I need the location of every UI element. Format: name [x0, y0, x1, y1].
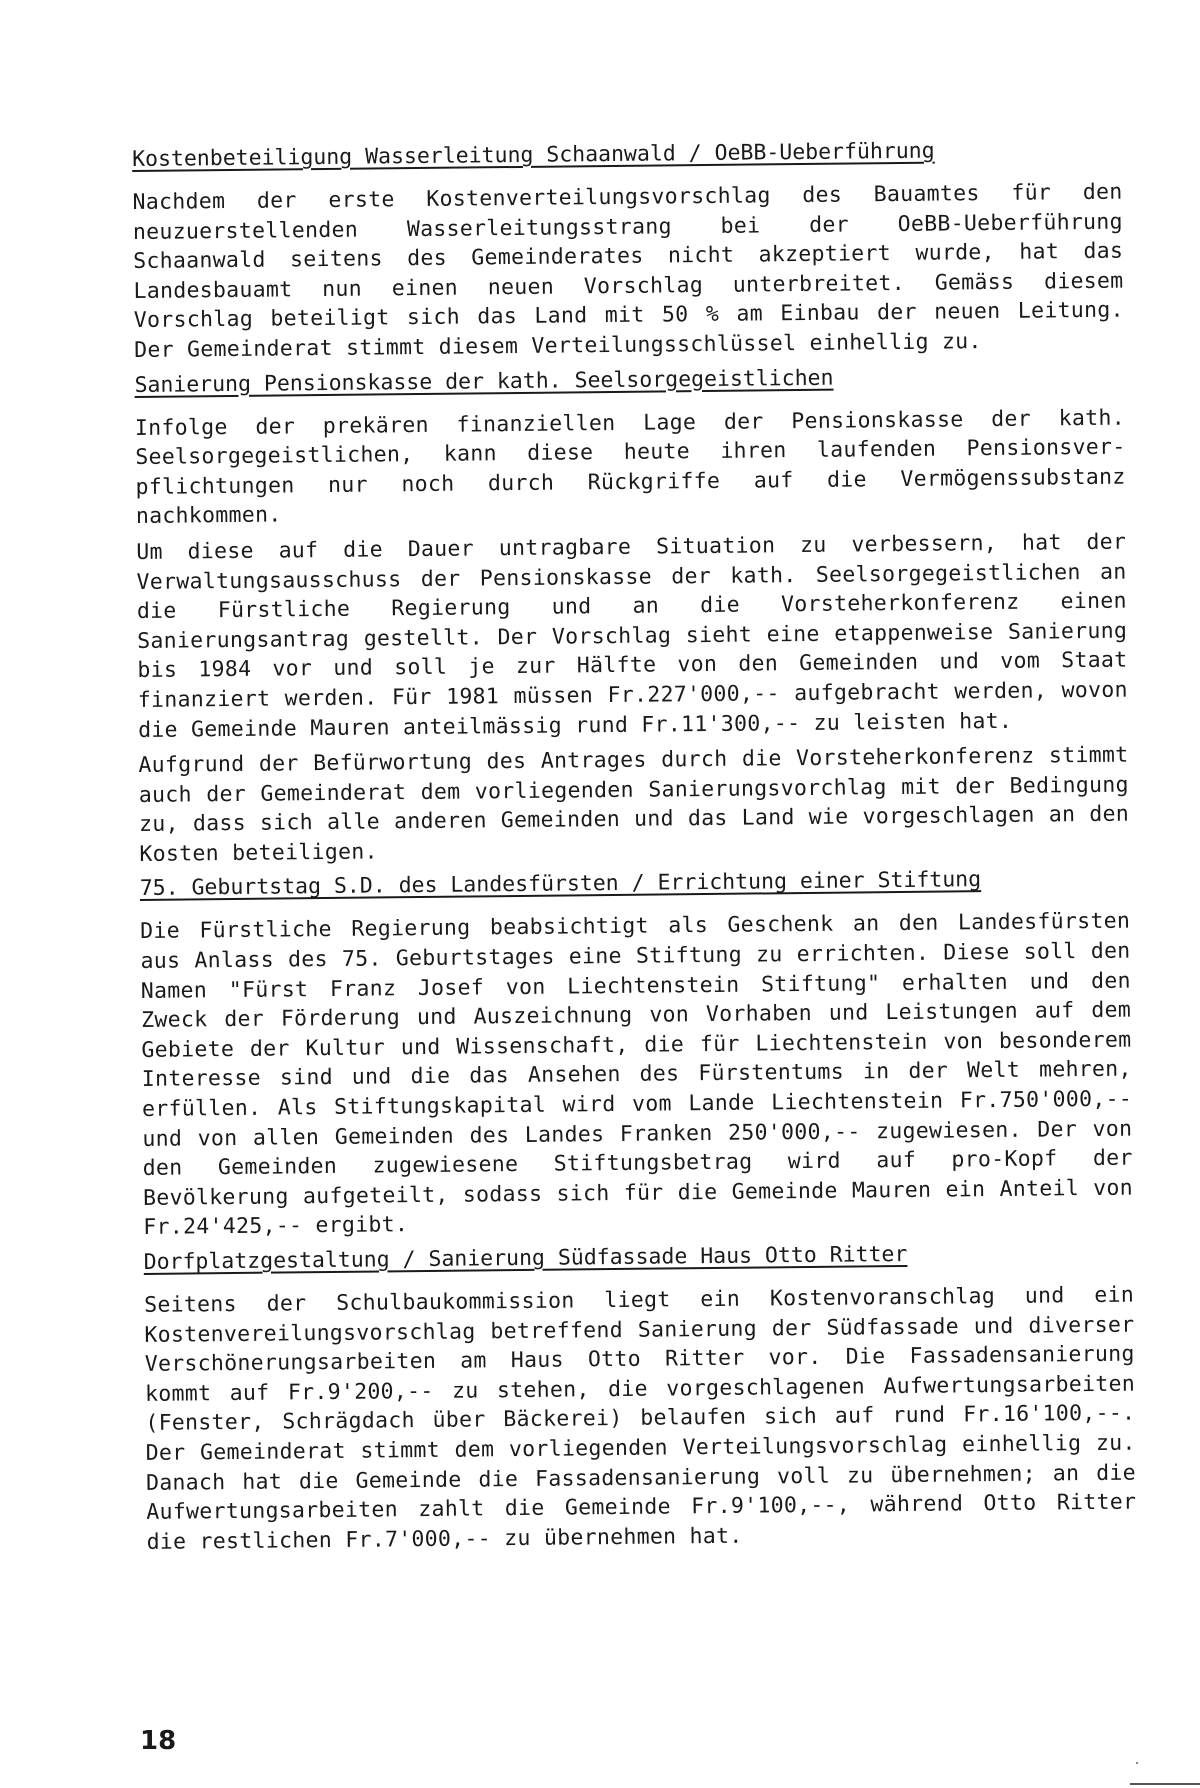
section-stiftung [140, 865, 1134, 1243]
paragraph: Nachdem der erste Kostenverteilungsvorschlag des Bauamtes für den neuzuerstellenden Wasserleitungsstrang bei der OeBB-Ueberführung Schaanwald seitens des Gemeinderates nicht akzeptiert wurde, hat das Landesbauamt nun einen neuen Vorschlag unterbreitet. Gemäss diesem Vorschlag beteiligt sich das Land mit 50 % am Einbau der neuen Leitung. Der Gemeinderat stimmt diesem Verteilungsschlüssel einhellig zu. [132, 179, 1124, 363]
section-wasserleitung [132, 136, 1124, 366]
scan-speck [1136, 1762, 1138, 1764]
scan-edge-mark [1130, 1783, 1200, 1785]
section-heading: Kostenbeteiligung Wasserleitung Schaanwald / OeBB-Ueberführung [132, 138, 935, 172]
paragraph: Seitens der Schulbaukommission liegt ein Kostenvoranschlag und ein Kostenvereilungsvorschlag betreffend Sanierung der Südfassade und diverser Verschönerungsarbeiten am Haus Otto Ritter vor. Die Fassadensanierung kommt auf Fr.9'200,-- zu stehen, die vorgeschlagenen Aufwertungsarbeiten (Fenster, Schrägdach über Bäckerei) belaufen sich auf rund Fr.16'100,--. Der Gemeinderat stimmt dem vorliegenden Verteilungsvorschlag einhellig zu. Danach hat die Gemeinde die Fassadensanierung voll zu übernehmen; an die Aufwertungsarbeiten zahlt die Gemeinde Fr.9'100,--, während Otto Ritter die restlichen Fr.7'000,-- zu übernehmen hat. [144, 1282, 1137, 1555]
paragraph: Um diese auf die Dauer untragbare Situation zu verbessern, hat der Verwaltungsausschuss der Pensionskasse der kath. Seelsorgegeistlichen an die Fürstliche Regierung und an die Vorsteherkonferenz einen Sanierungsantrag gestellt. Der Vorschlag sieht eine etappenweise Sanierung bis 1984 vor und soll je zur Hälfte von den Gemeinden und vom Staat finanziert werden. Für 1981 müssen Fr.227'000,-- aufgebracht werden, wovon die Gemeinde Mauren anteilmässig rund Fr.11'300,-- zu leisten hat. [136, 529, 1128, 743]
section-heading: Sanierung Pensionskasse der kath. Seelsorgegeistlichen [134, 365, 834, 398]
section-dorfplatz [144, 1239, 1137, 1558]
section-pensionskasse [134, 361, 1129, 869]
paragraph: Aufgrund der Befürwortung des Antrages durch die Vorsteherkonferenz stimmt auch der Gemeinderat dem vorliegenden Sanierungsvorchlag mit der Bedingung zu, dass sich alle anderen Gemeinden und das Land wie vorgeschlagen an den Kosten beteiligen. [138, 742, 1130, 867]
text-column [132, 136, 1137, 1564]
section-heading: Dorfplatzgestaltung / Sanierung Südfassade Haus Otto Ritter [143, 1241, 908, 1275]
paragraph: Infolge der prekären finanziellen Lage der Pensionskasse der kath. Seelsorgegeistlichen, kann diese heute ihren laufenden Pensionsverpflichtungen nur noch durch Rückgriffe auf die Vermögenssubstanz nachkommen. [134, 405, 1126, 530]
section-heading: 75. Geburtstag S.D. des Landesfürsten / Errichtung einer Stiftung [139, 867, 982, 902]
paragraph: Die Fürstliche Regierung beabsichtigt als Geschenk an den Landesfürsten aus Anlass des 75. Geburtstages eine Stiftung zu errichten. Diese soll den Namen "Fürst Franz Josef von Liechtenstein Stiftung" erhalten und den Zweck der Förderung und Auszeichnung von Vorhaben und Leistungen auf dem Gebiete der Kultur und Wissenschaft, die für Liechtenstein von besonderem Interesse sind und die das Ansehen des Fürstentums in der Welt mehren, erfüllen. Als Stiftungskapital wird vom Lande Liechtenstein Fr.750'000,-- und von allen Gemeinden des Landes Franken 250'000,-- zugewiesen. Der von den Gemeinden zugewiesene Stiftungsbetrag wird auf pro-Kopf der Bevölkerung aufgeteilt, sodass sich für die Gemeinde Mauren ein Anteil von Fr.24'425,-- ergibt. [140, 909, 1134, 1241]
page-number: 18 [140, 1726, 177, 1756]
